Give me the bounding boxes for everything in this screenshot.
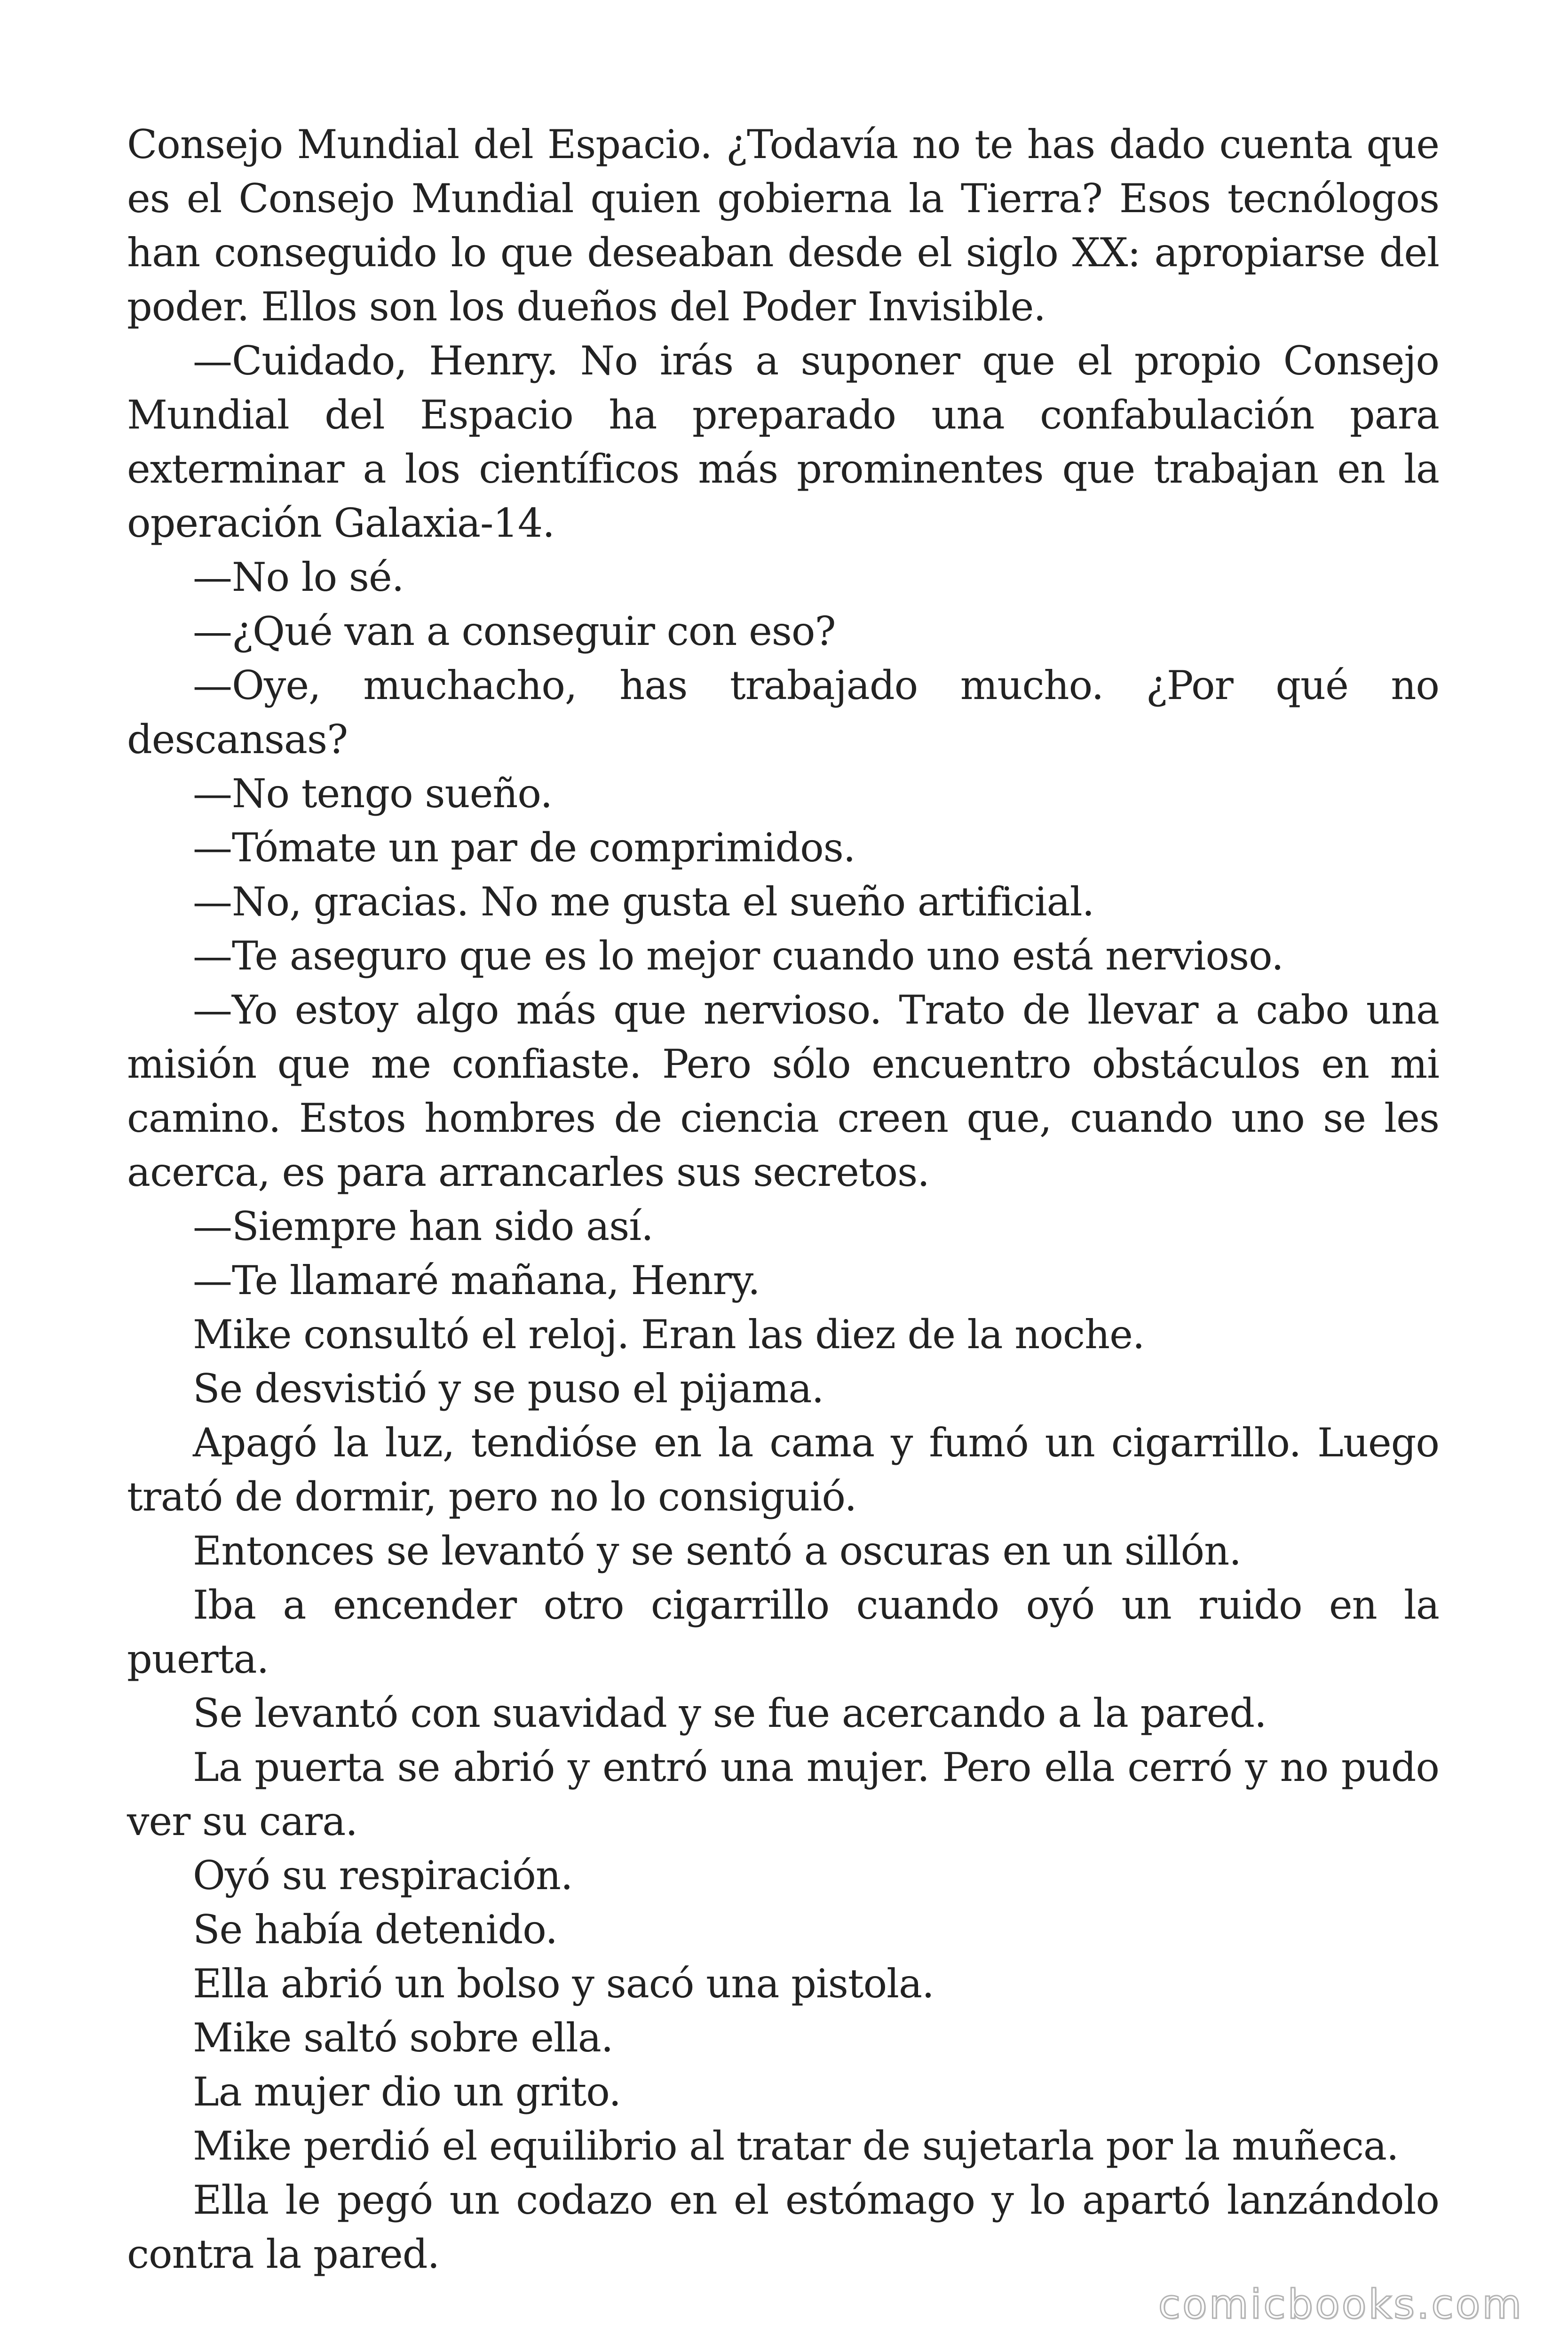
paragraph: —Yo estoy algo más que nervioso. Trato de llevar a cabo una misión que me confiaste. Pero sólo encuentro obstáculos en mi camino. Estos hombres de ciencia creen que, cuando uno se les acerca, es para arrancarles sus secretos. xyxy=(127,987,1439,1195)
paragraph: Se había detenido. xyxy=(193,1907,558,1953)
paragraph: —Tómate un par de comprimidos. xyxy=(193,825,855,871)
paragraph: Mike perdió el equilibrio al tratar de sujetarla por la muñeca. xyxy=(193,2123,1399,2169)
paragraph: Iba a encender otro cigarrillo cuando oyó un ruido en la puerta. xyxy=(127,1582,1439,1682)
paragraph: Consejo Mundial del Espacio. ¿Todavía no te has dado cuenta que es el Consejo Mundial quien gobierna la Tierra? Esos tecnólogos han conseguido lo que deseaban desde el siglo XX: apropiarse del poder. Ellos son los dueños del Poder Invisible. xyxy=(127,121,1439,330)
paragraph: Se desvistió y se puso el pijama. xyxy=(193,1366,824,1412)
paragraph: La puerta se abrió y entró una mujer. Pero ella cerró y no pudo ver su cara. xyxy=(127,1744,1439,1844)
paragraph: Apagó la luz, tendióse en la cama y fumó un cigarrillo. Luego trató de dormir, pero no lo consiguió. xyxy=(127,1420,1439,1520)
paragraph: Mike saltó sobre ella. xyxy=(193,2015,613,2061)
paragraph: Ella le pegó un codazo en el estómago y lo apartó lanzándolo contra la pared. xyxy=(127,2177,1439,2277)
page-text xyxy=(127,118,1439,2281)
paragraph: —No, gracias. No me gusta el sueño artificial. xyxy=(193,879,1094,925)
paragraph: Ella abrió un bolso y sacó una pistola. xyxy=(193,1961,934,2007)
paragraph: —Oye, muchacho, has trabajado mucho. ¿Por qué no descansas? xyxy=(127,662,1439,763)
paragraph: Entonces se levantó y se sentó a oscuras en un sillón. xyxy=(193,1528,1241,1574)
paragraph: Oyó su respiración. xyxy=(193,1852,573,1899)
paragraph: Se levantó con suavidad y se fue acercando a la pared. xyxy=(193,1690,1267,1736)
paragraph: —Te aseguro que es lo mejor cuando uno está nervioso. xyxy=(193,933,1283,979)
paragraph: Mike consultó el reloj. Eran las diez de la noche. xyxy=(193,1311,1145,1358)
paragraph: —Siempre han sido así. xyxy=(193,1203,653,1249)
paragraph: —No tengo sueño. xyxy=(193,771,553,817)
watermark: comicbooks.com xyxy=(1158,2281,1523,2328)
paragraph: La mujer dio un grito. xyxy=(193,2069,621,2115)
paragraph: —Cuidado, Henry. No irás a suponer que el propio Consejo Mundial del Espacio ha preparado una confabulación para exterminar a los científicos más prominentes que trabajan en la operación Galaxia-14. xyxy=(127,338,1439,546)
paragraph: —¿Qué van a conseguir con eso? xyxy=(193,608,836,654)
paragraph: —No lo sé. xyxy=(193,554,404,600)
paragraph: —Te llamaré mañana, Henry. xyxy=(193,1257,760,1303)
